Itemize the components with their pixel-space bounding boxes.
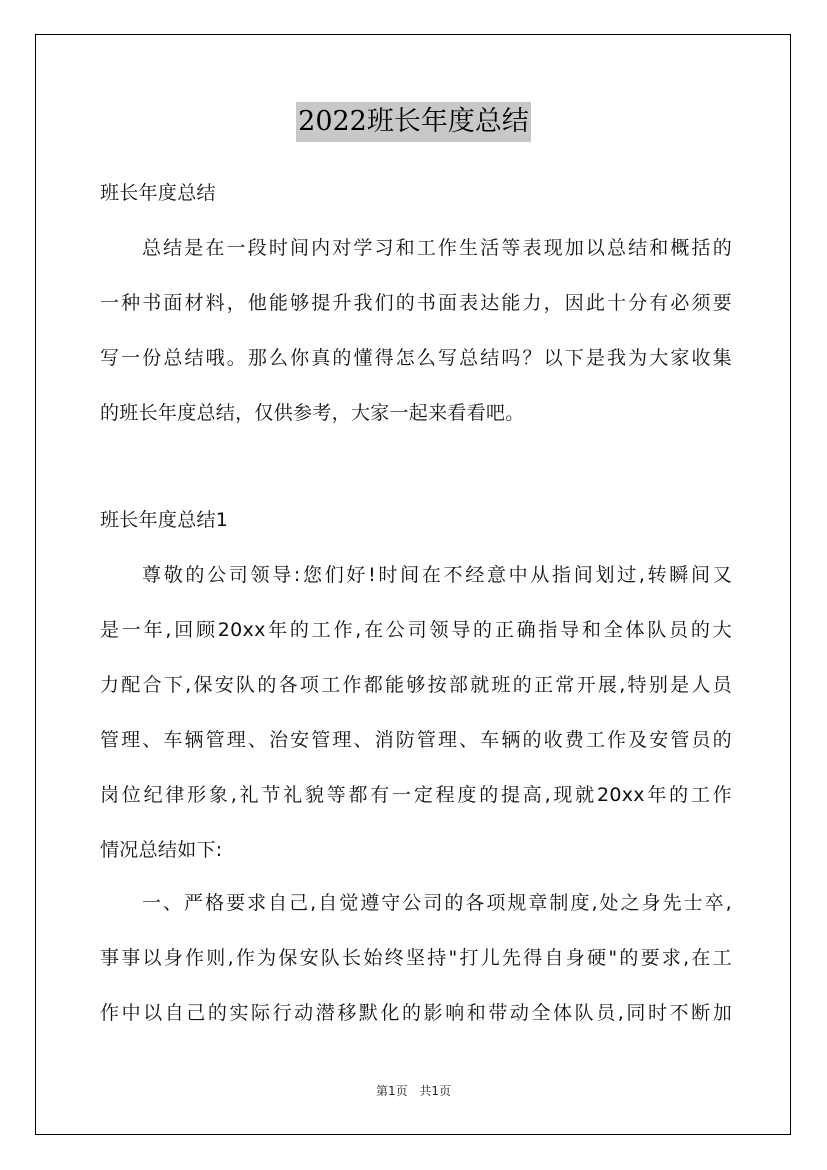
section-heading: 班长年度总结 [100,182,216,204]
paragraph-line: 一种书面材料，他能够提升我们的书面表达能力，因此十分有必须要 [100,292,732,314]
paragraph-line: 是一年,回顾20xx年的工作,在公司领导的正确指导和全体队员的大 [100,619,732,641]
paragraph-line: 岗位纪律形象,礼节礼貌等都有一定程度的提高,现就20xx年的工作 [100,784,732,806]
document-title: 2022班长年度总结 [296,102,531,142]
paragraph-line: 情况总结如下: [100,839,223,861]
page-total: 共1页 [419,1084,452,1098]
paragraph-line: 力配合下,保安队的各项工作都能够按部就班的正常开展,特别是人员 [100,674,732,696]
paragraph-line: 事事以身作则,作为保安队长始终坚持"打儿先得自身硬"的要求,在工 [100,947,732,969]
page-number: 第1页 [375,1084,408,1098]
section-heading: 班长年度总结1 [100,509,229,531]
paragraph-line: 一、严格要求自己,自觉遵守公司的各项规章制度,处之身先士卒, [142,892,732,914]
page-footer [0,1082,827,1099]
paragraph-line: 作中以自己的实际行动潜移默化的影响和带动全体队员,同时不断加 [100,1002,732,1024]
paragraph-line: 写一份总结哦。那么你真的懂得怎么写总结吗？以下是我为大家收集 [100,347,732,369]
paragraph-line: 尊敬的公司领导:您们好!时间在不经意中从指间划过,转瞬间又 [142,564,732,586]
paragraph-line: 总结是在一段时间内对学习和工作生活等表现加以总结和概括的 [142,237,732,259]
paragraph-line: 管理、车辆管理、治安管理、消防管理、车辆的收费工作及安管员的 [100,729,732,751]
paragraph-line: 的班长年度总结，仅供参考，大家一起来看看吧。 [100,402,525,424]
title-container [0,102,827,142]
